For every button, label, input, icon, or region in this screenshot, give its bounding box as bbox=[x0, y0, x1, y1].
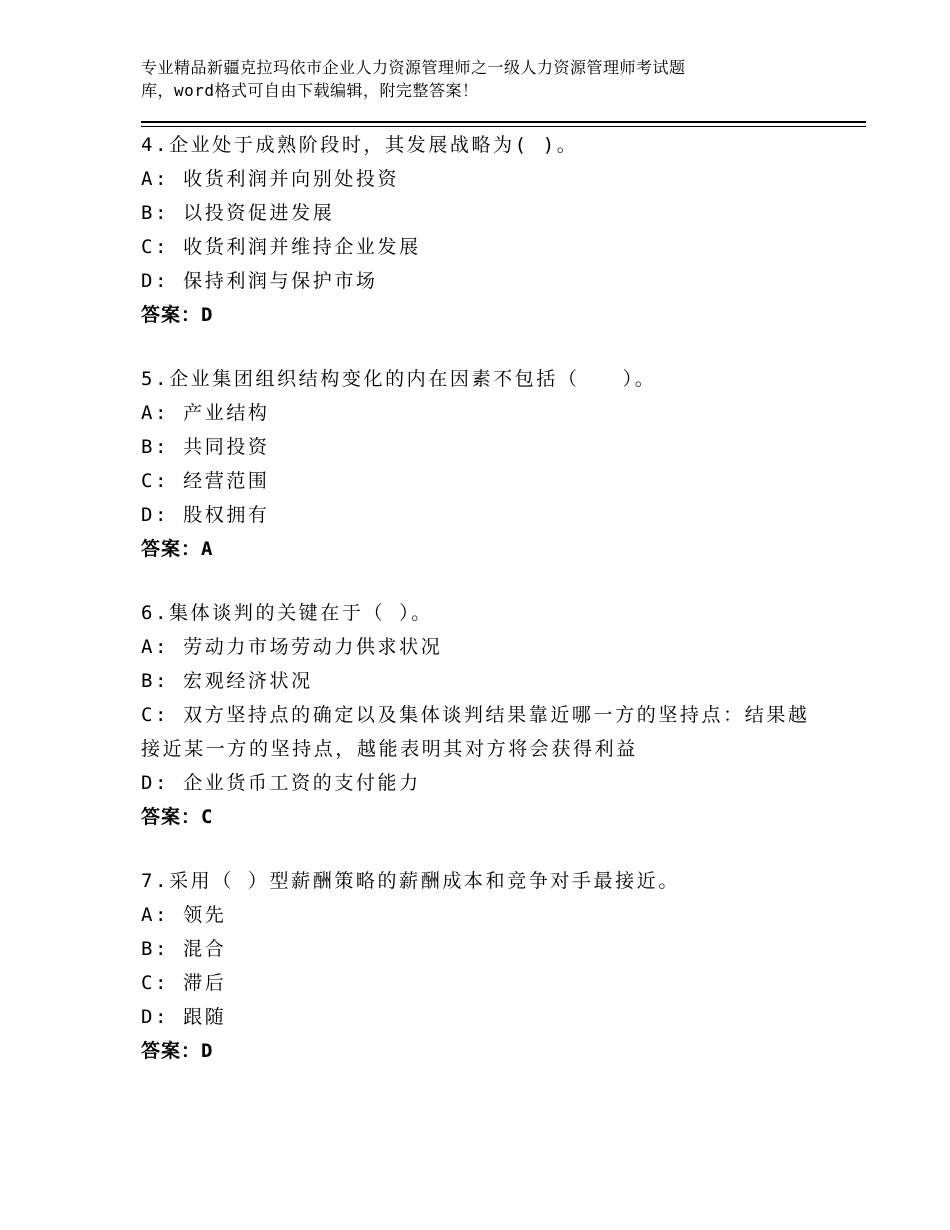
header-line-2: 库，word格式可自由下载编辑，附完整答案！ bbox=[141, 81, 479, 100]
header-divider-thin bbox=[141, 126, 866, 127]
question-6 bbox=[141, 596, 821, 834]
option-a: A: 收货利润并向别处投资 bbox=[141, 168, 400, 190]
answer-row bbox=[141, 298, 821, 332]
option-d: D: 企业货币工资的支付能力 bbox=[141, 772, 421, 794]
option-b: B: 混合 bbox=[141, 938, 227, 960]
header-line-1: 专业精品新疆克拉玛依市企业人力资源管理师之一级人力资源管理师考试题 bbox=[141, 58, 686, 77]
header-divider-thick bbox=[141, 121, 866, 123]
option-c: C: 经营范围 bbox=[141, 470, 270, 492]
question-7 bbox=[141, 864, 821, 1068]
option-c: C: 收货利润并维持企业发展 bbox=[141, 236, 421, 258]
option-d: D: 股权拥有 bbox=[141, 504, 270, 526]
answer-value: A bbox=[201, 538, 214, 560]
answer-row bbox=[141, 1034, 821, 1068]
option-a: A: 劳动力市场劳动力供求状况 bbox=[141, 636, 443, 658]
answer-label: 答案： bbox=[141, 1040, 202, 1062]
answer-row bbox=[141, 532, 821, 566]
option-c: C: 双方坚持点的确定以及集体谈判结果靠近哪一方的坚持点：结果越接近某一方的坚持点，越能表明其对方将会获得利益 bbox=[141, 704, 810, 760]
answer-value: C bbox=[201, 806, 214, 828]
option-d: D: 跟随 bbox=[141, 1006, 227, 1028]
question-stem: 5.企业集团组织结构变化的内在因素不包括（ ）。 bbox=[141, 368, 657, 390]
question-4 bbox=[141, 128, 821, 332]
option-a: A: 领先 bbox=[141, 904, 227, 926]
question-list bbox=[141, 128, 821, 1098]
question-5 bbox=[141, 362, 821, 566]
question-stem: 7.采用（ ）型薪酬策略的薪酬成本和竞争对手最接近。 bbox=[141, 870, 680, 892]
option-b: B: 以投资促进发展 bbox=[141, 202, 335, 224]
answer-label: 答案： bbox=[141, 538, 202, 560]
answer-label: 答案： bbox=[141, 304, 202, 326]
answer-label: 答案： bbox=[141, 806, 202, 828]
question-stem: 4.企业处于成熟阶段时，其发展战略为( )。 bbox=[141, 134, 579, 156]
answer-row bbox=[141, 800, 821, 834]
option-d: D: 保持利润与保护市场 bbox=[141, 270, 378, 292]
answer-value: D bbox=[201, 304, 214, 326]
option-b: B: 共同投资 bbox=[141, 436, 270, 458]
answer-value: D bbox=[201, 1040, 214, 1062]
option-a: A: 产业结构 bbox=[141, 402, 270, 424]
document-header bbox=[141, 56, 781, 102]
question-stem: 6.集体谈判的关键在于（ ）。 bbox=[141, 602, 433, 624]
option-c: C: 滞后 bbox=[141, 972, 227, 994]
option-b: B: 宏观经济状况 bbox=[141, 670, 313, 692]
